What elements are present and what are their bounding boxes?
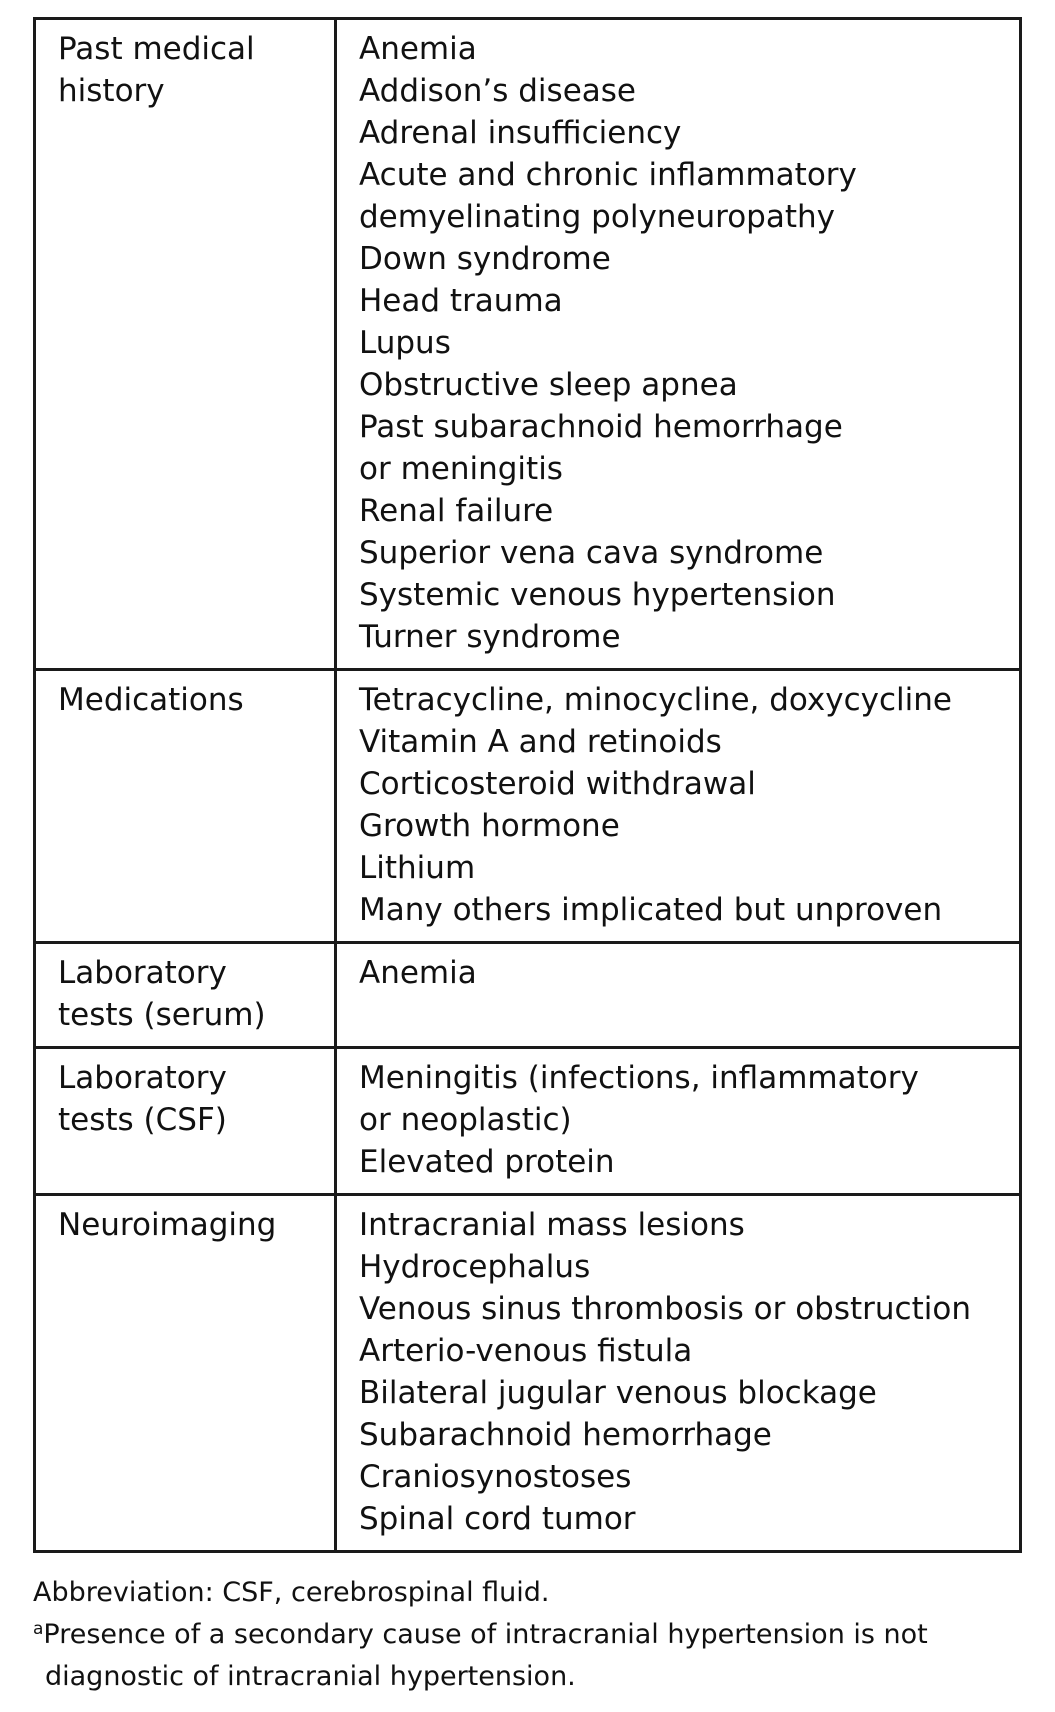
item-line: Adrenal insufficiency: [359, 115, 682, 151]
table-row: [35, 943, 1021, 1048]
item-line: Bilateral jugular venous blockage: [359, 1375, 877, 1411]
category-cell: [35, 670, 336, 943]
category-cell: [35, 943, 336, 1048]
item-line: Hydrocephalus: [359, 1249, 591, 1285]
items-cell: [336, 1195, 1021, 1552]
item-line: or neoplastic): [359, 1102, 572, 1138]
items-cell: [336, 670, 1021, 943]
item-line: Many others implicated but unproven: [359, 892, 943, 928]
item-line: Arterio-venous fistula: [359, 1333, 693, 1369]
item-line: Addison’s disease: [359, 73, 636, 109]
category-label-line: Past medical: [58, 31, 255, 67]
abbreviation-note: Abbreviation: CSF, cerebrospinal fluid.: [33, 1577, 550, 1608]
category-label-line: Laboratory: [58, 1060, 227, 1096]
item-line: Elevated protein: [359, 1144, 615, 1180]
category-label-line: history: [58, 73, 165, 109]
category-cell: [35, 1048, 336, 1195]
item-line: Tetracycline, minocycline, doxycycline: [359, 682, 952, 718]
item-line: Turner syndrome: [359, 619, 621, 655]
item-line: Obstructive sleep apnea: [359, 367, 738, 403]
category-label-line: tests (CSF): [58, 1102, 227, 1138]
item-line: Spinal cord tumor: [359, 1501, 636, 1537]
item-line: Venous sinus thrombosis or obstruction: [359, 1291, 971, 1327]
item-line: Renal failure: [359, 493, 554, 529]
table-footer: [33, 1572, 1022, 1698]
items-cell: [336, 943, 1021, 1048]
item-line: Past subarachnoid hemorrhage: [359, 409, 843, 445]
footnote: [33, 1614, 1022, 1656]
item-line: demyelinating polyneuropathy: [359, 199, 836, 235]
table-body: [35, 19, 1021, 1552]
item-line: Acute and chronic inflammatory: [359, 157, 857, 193]
table-row: [35, 670, 1021, 943]
item-line: Lithium: [359, 850, 476, 886]
items-cell: [336, 1048, 1021, 1195]
item-line: Subarachnoid hemorrhage: [359, 1417, 772, 1453]
footnote-line-1: Presence of a secondary cause of intracranial hypertension is not: [43, 1619, 928, 1650]
category-label-line: Laboratory: [58, 955, 227, 991]
item-line: Superior vena cava syndrome: [359, 535, 824, 571]
item-line: Growth hormone: [359, 808, 620, 844]
item-line: Corticosteroid withdrawal: [359, 766, 756, 802]
item-line: Head trauma: [359, 283, 563, 319]
category-label-line: Medications: [58, 682, 244, 718]
item-line: Anemia: [359, 31, 477, 67]
item-line: Down syndrome: [359, 241, 611, 277]
footnote-marker: a: [33, 1619, 44, 1639]
table-row: [35, 1048, 1021, 1195]
table-row: [35, 19, 1021, 670]
category-label-line: Neuroimaging: [58, 1207, 277, 1243]
item-line: Anemia: [359, 955, 477, 991]
item-line: Meningitis (infections, inflammatory: [359, 1060, 919, 1096]
item-line: Systemic venous hypertension: [359, 577, 836, 613]
item-line: Lupus: [359, 325, 451, 361]
item-line: Vitamin A and retinoids: [359, 724, 722, 760]
item-line: or meningitis: [359, 451, 563, 487]
table-row: [35, 1195, 1021, 1552]
causes-table: [33, 17, 1022, 1553]
category-cell: [35, 19, 336, 670]
footnote-line-2: diagnostic of intracranial hypertension.: [45, 1661, 576, 1692]
item-line: Craniosynostoses: [359, 1459, 632, 1495]
category-label-line: tests (serum): [58, 997, 266, 1033]
items-cell: [336, 19, 1021, 670]
category-cell: [35, 1195, 336, 1552]
item-line: Intracranial mass lesions: [359, 1207, 745, 1243]
